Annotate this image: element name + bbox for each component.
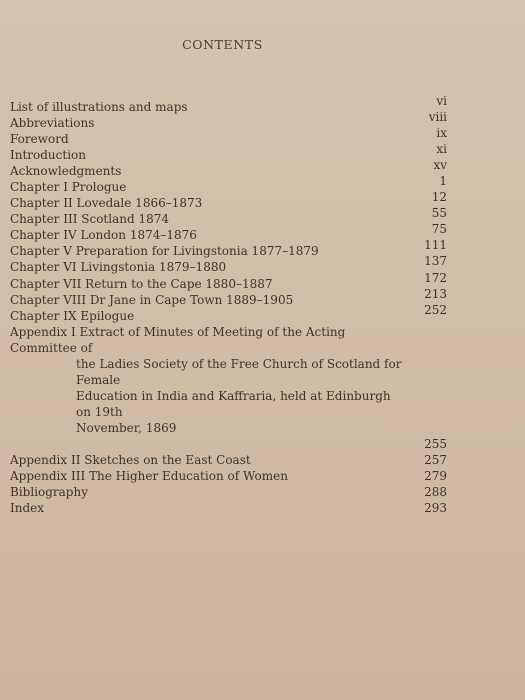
toc-entry-label: Acknowledgments xyxy=(10,164,122,179)
toc-entry xyxy=(10,174,447,195)
toc-entry-page: 288 xyxy=(424,485,447,500)
toc-entry-page: 137 xyxy=(424,254,447,269)
toc-entry xyxy=(10,452,447,468)
toc-entry-page: ix xyxy=(436,126,447,141)
toc-entry-page: vi xyxy=(436,94,447,108)
toc-entry-label: Chapter I Prologue xyxy=(10,180,127,195)
toc-entry-label xyxy=(10,324,407,452)
toc-entry-page: 252 xyxy=(424,302,447,317)
toc-entry-page: 172 xyxy=(424,270,447,285)
toc-entry-label: Chapter IV London 1874–1876 xyxy=(10,228,197,243)
toc-entry-label: List of illustrations and maps xyxy=(10,100,188,114)
appendix-line: November, 1869 xyxy=(76,420,177,435)
toc-entry-page: 111 xyxy=(424,238,447,253)
toc-entry xyxy=(10,206,447,227)
toc-entry-label: Chapter VI Livingstonia 1879–1880 xyxy=(10,260,227,275)
toc-entry-label: Chapter IX Epilogue xyxy=(10,308,135,323)
toc-entry xyxy=(10,142,447,163)
toc-entry xyxy=(10,126,447,147)
toc-entry-label: Chapter VIII Dr Jane in Cape Town 1889–1905 xyxy=(10,292,294,307)
toc-entry-page: viii xyxy=(428,110,447,125)
toc-entry xyxy=(10,286,447,308)
toc-entry xyxy=(10,500,447,516)
toc-entry xyxy=(10,110,447,131)
toc-entry-label: Abbreviations xyxy=(10,116,95,131)
toc-entry-appendix-one xyxy=(10,324,447,452)
appendix-line: the Ladies Society of the Free Church of Scotland for Female xyxy=(76,356,402,387)
toc-entry-label: Foreword xyxy=(10,132,69,147)
toc-entry-label: Chapter II Lovedale 1866–1873 xyxy=(10,196,203,211)
toc-entry-page: 75 xyxy=(431,222,447,237)
toc-entry-label: Chapter VII Return to the Cape 1880–1887 xyxy=(10,276,273,291)
toc-entry-label: Chapter V Preparation for Livingstonia 1877–1879 xyxy=(10,244,319,259)
toc-entry xyxy=(10,484,447,500)
toc-entry-page: 213 xyxy=(424,286,447,301)
contents-heading: CONTENTS xyxy=(182,37,263,52)
appendix-spacer xyxy=(10,436,407,452)
toc-entry xyxy=(10,94,447,115)
toc-entry-page: 55 xyxy=(431,206,447,221)
toc-entry xyxy=(10,238,447,259)
toc-entry xyxy=(10,270,447,292)
toc-entry xyxy=(10,158,447,179)
toc-entry-page: xv xyxy=(433,158,447,173)
toc-entry-page: 257 xyxy=(424,453,447,468)
appendix-line: Education in India and Kaffraria, held at Edinburgh on 19th xyxy=(76,388,391,419)
toc-entry xyxy=(10,302,447,324)
table-of-contents xyxy=(10,94,447,516)
toc-entry-page: 293 xyxy=(424,501,447,516)
toc-entry-label: Appendix III The Higher Education of Women xyxy=(10,469,288,484)
toc-entry-label: Chapter III Scotland 1874 xyxy=(10,212,169,227)
toc-entry-page: 12 xyxy=(431,190,447,205)
appendix-line: Appendix I Extract of Minutes of Meeting of the Acting Committee of xyxy=(10,324,346,355)
toc-entry xyxy=(10,468,447,484)
toc-entry xyxy=(10,254,447,275)
toc-entry-page: 1 xyxy=(439,174,447,189)
toc-entry xyxy=(10,190,447,211)
toc-entry-label: Index xyxy=(10,501,45,516)
toc-entry-label: Appendix II Sketches on the East Coast xyxy=(10,453,251,468)
toc-entry-page: 279 xyxy=(424,469,447,484)
toc-entry-label: Introduction xyxy=(10,148,86,163)
toc-entry xyxy=(10,222,447,243)
toc-entry-page: xi xyxy=(436,142,447,157)
toc-entry-label: Bibliography xyxy=(10,485,88,500)
toc-entry-page: 255 xyxy=(424,436,447,451)
